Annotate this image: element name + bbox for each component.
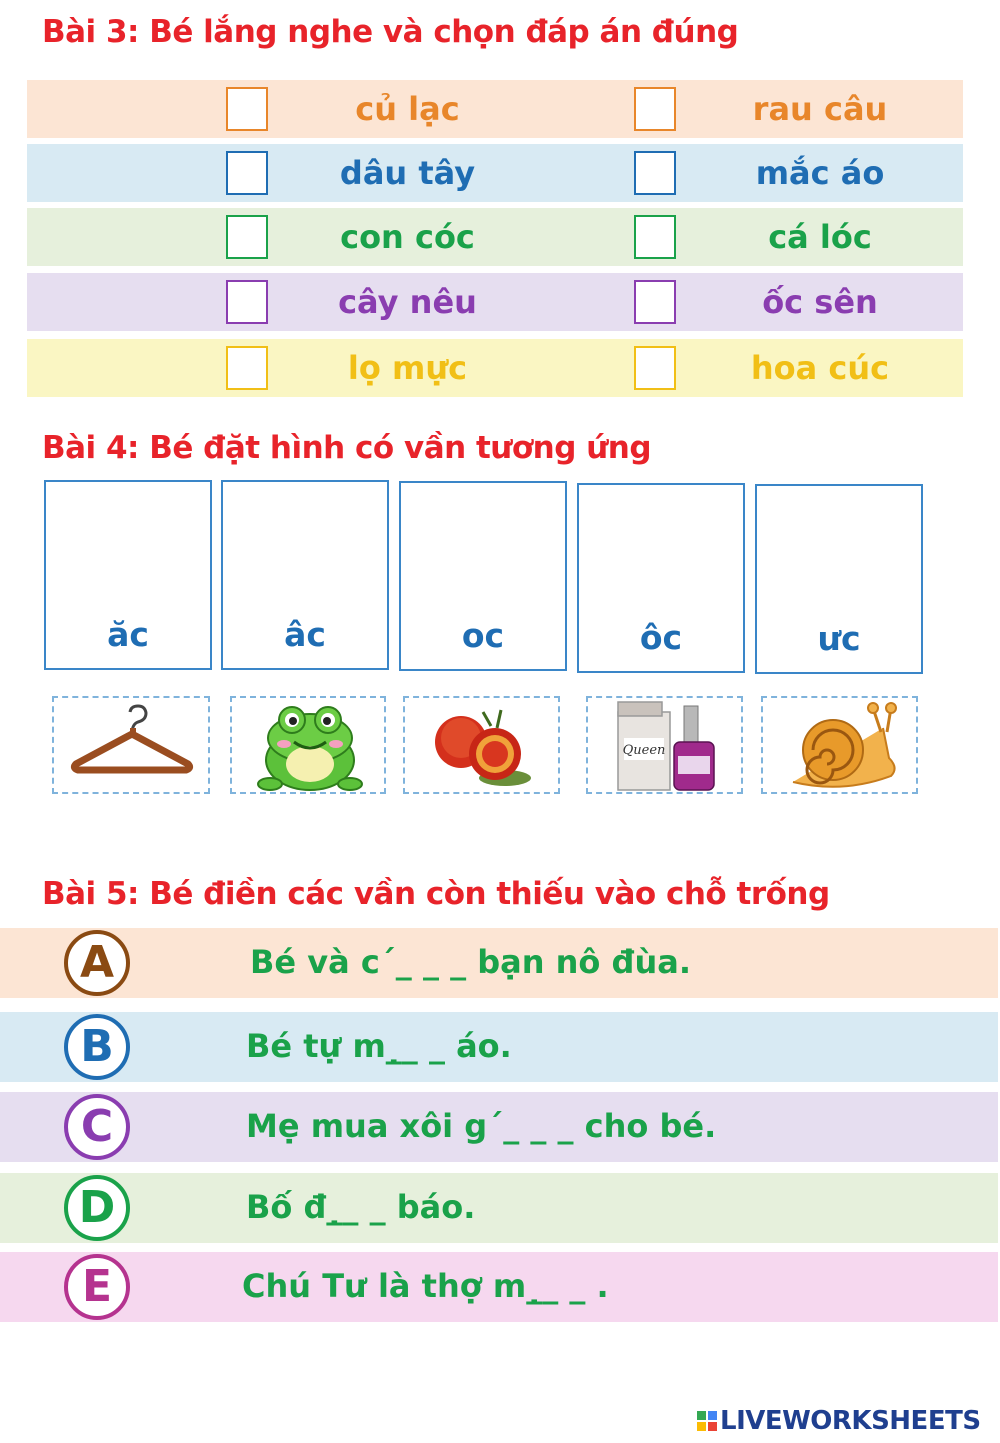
ink-bottle-icon	[588, 698, 745, 796]
liveworksheets-logo-icon	[697, 1411, 717, 1431]
frog-picture[interactable]	[230, 696, 386, 794]
answer-checkbox-left[interactable]	[226, 215, 268, 259]
rhyme-box-oc2[interactable]	[577, 483, 745, 673]
liveworksheets-logo: LIVEWORKSHEETS	[720, 1406, 981, 1436]
rhyme-label: âc	[284, 615, 326, 654]
bai5-row-band	[0, 1173, 998, 1243]
option-letter-badge: A	[64, 930, 130, 996]
ink-box-text: Queen	[622, 743, 666, 758]
fill-in-sentence[interactable]: Mẹ mua xôi g´_ _ _ cho bé.	[246, 1107, 717, 1145]
answer-checkbox-right[interactable]	[634, 280, 676, 324]
snail-icon	[763, 698, 920, 796]
rhyme-label: ăc	[107, 615, 149, 654]
answer-checkbox-right[interactable]	[634, 346, 676, 390]
answer-word-left: củ lạc	[355, 90, 460, 128]
rhyme-box-oc[interactable]	[399, 481, 567, 671]
answer-word-left: cây nêu	[338, 283, 477, 321]
answer-word-right: cá lóc	[768, 218, 872, 256]
answer-checkbox-left[interactable]	[226, 151, 268, 195]
answer-word-left: dâu tây	[339, 154, 476, 192]
option-letter-badge: B	[64, 1014, 130, 1080]
bai5-heading: Bài 5: Bé điền các vần còn thiếu vào chỗ trống	[42, 876, 830, 912]
option-letter-badge: E	[64, 1254, 130, 1320]
rhyme-box-ac2[interactable]	[221, 480, 389, 670]
bai4-heading: Bài 4: Bé đặt hình có vần tương ứng	[42, 430, 652, 466]
hanger-icon	[54, 698, 212, 796]
answer-checkbox-left[interactable]	[226, 87, 268, 131]
answer-word-right: rau câu	[752, 90, 888, 128]
rhyme-box-ac[interactable]	[44, 480, 212, 670]
hanger-picture[interactable]	[52, 696, 210, 794]
gac-fruit-picture[interactable]	[403, 696, 560, 794]
answer-word-right: hoa cúc	[750, 349, 890, 387]
bai3-heading: Bài 3: Bé lắng nghe và chọn đáp án đúng	[42, 14, 739, 50]
option-letter-badge: C	[64, 1094, 130, 1160]
fill-in-sentence[interactable]: Chú Tư là thợ m_̣_ _ .	[242, 1267, 609, 1305]
answer-word-left: con cóc	[340, 218, 475, 256]
snail-picture[interactable]	[761, 696, 918, 794]
answer-word-left: lọ mực	[347, 349, 468, 387]
answer-checkbox-left[interactable]	[226, 280, 268, 324]
frog-icon	[232, 698, 388, 796]
fill-in-sentence[interactable]: Bố đ_̣_ _ báo.	[246, 1188, 476, 1226]
option-letter-badge: D	[64, 1175, 130, 1241]
answer-checkbox-right[interactable]	[634, 151, 676, 195]
rhyme-box-uc[interactable]	[755, 484, 923, 674]
fill-in-sentence[interactable]: Bé tự m_̣_ _ áo.	[246, 1027, 512, 1065]
rhyme-label: oc	[461, 616, 505, 655]
fill-in-sentence[interactable]: Bé và c´_ _ _ bạn nô đùa.	[250, 943, 691, 981]
rhyme-label: ôc	[639, 618, 683, 657]
answer-checkbox-right[interactable]	[634, 215, 676, 259]
rhyme-label: ưc	[817, 619, 861, 658]
answer-checkbox-right[interactable]	[634, 87, 676, 131]
answer-word-right: mắc áo	[755, 154, 885, 192]
ink-bottle-picture[interactable]	[586, 696, 743, 794]
answer-word-right: ốc sên	[762, 283, 878, 321]
gac-fruit-icon	[405, 698, 562, 796]
answer-checkbox-left[interactable]	[226, 346, 268, 390]
